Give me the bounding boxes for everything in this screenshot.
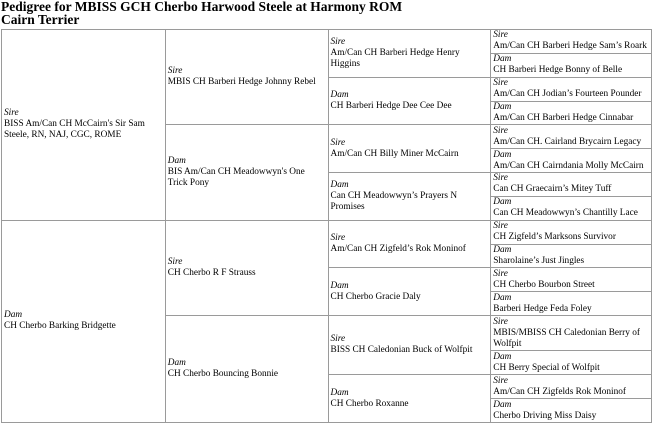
dog-name: CH Barberi Hedge Bonny of Belle	[493, 65, 623, 76]
gen4-cell	[491, 53, 652, 77]
gen3-cell	[328, 268, 491, 316]
gen4-cell	[491, 77, 652, 101]
gen4-cell	[491, 30, 652, 54]
relation-label: Dam	[330, 90, 349, 101]
dog-name: Am/Can CH Barberi Hedge Henry Higgins	[330, 47, 460, 69]
gen3-cell	[328, 173, 491, 221]
dog-name: CH Cherbo Bourbon Street	[493, 279, 595, 290]
dog-name: Am/Can CH Zigfeld’s Rok Moninof	[330, 244, 466, 255]
dog-name: Can CH Meadowwyn’s Prayers N Promises	[330, 190, 458, 212]
dog-name: Barberi Hedge Feda Foley	[493, 303, 592, 314]
gen4-cell	[491, 125, 652, 149]
gen4-cell	[491, 268, 652, 292]
relation-label: Sire	[493, 173, 508, 184]
relation-label: Sire	[493, 375, 508, 386]
dog-name: CH Cherbo Roxanne	[330, 398, 409, 409]
relation-label: Dam	[167, 358, 186, 369]
gen4-cell	[491, 399, 652, 423]
dog-name: Can CH Graecairn’s Mitey Tuff	[493, 184, 612, 195]
dog-name: Am/Can CH Barberi Hedge Cinnabar	[493, 112, 634, 123]
dog-name: BISS Am/Can CH McCairn's Sir Sam Steele, RN, NAJ, CGC, ROME	[4, 119, 145, 141]
relation-label: Dam	[330, 179, 349, 190]
relation-label: Sire	[4, 108, 19, 119]
relation-label: Sire	[493, 268, 508, 279]
relation-label: Sire	[330, 36, 346, 47]
gen2-cell	[165, 220, 328, 315]
gen3-cell	[328, 30, 491, 78]
dog-name: Am/Can CH Zigfelds Rok Moninof	[493, 386, 627, 397]
relation-label: Dam	[330, 387, 349, 398]
dog-name: MBIS/MBISS CH Caledonian Berry of Wolfpit	[493, 327, 640, 349]
gen4-cell	[491, 220, 652, 244]
relation-label: Dam	[493, 351, 512, 362]
gen3-cell	[328, 316, 491, 375]
relation-label: Sire	[330, 137, 346, 148]
gen4-cell	[491, 101, 652, 125]
relation-label: Sire	[167, 256, 183, 267]
relation-label: Dam	[493, 149, 512, 160]
gen4-cell	[491, 244, 652, 268]
dog-name: CH Zigfeld’s Marksons Survivor	[493, 232, 616, 243]
pedigree-table	[1, 29, 652, 423]
relation-label: Dam	[493, 54, 512, 65]
dog-name: Am/Can CH Billy Miner McCairn	[330, 148, 459, 159]
dog-name: Am/Can CH Cairndania Molly McCairn	[493, 160, 644, 171]
dog-name: BIS Am/Can CH Meadowwyn's One Trick Pony	[167, 167, 305, 189]
dog-name: CH Berry Special of Wolfpit	[493, 362, 600, 373]
dog-name: Am/Can CH Jodian’s Fourteen Pounder	[493, 89, 642, 100]
relation-label: Sire	[493, 78, 508, 89]
gen2-cell	[165, 30, 328, 125]
dog-name: CH Cherbo R F Strauss	[167, 267, 256, 278]
gen3-cell	[328, 125, 491, 173]
dog-name: BISS CH Caledonian Buck of Wolfpit	[330, 345, 473, 356]
relation-label: Sire	[493, 125, 508, 136]
relation-label: Sire	[330, 233, 346, 244]
relation-label: Dam	[330, 280, 349, 291]
relation-label: Dam	[4, 310, 23, 321]
gen3-cell	[328, 375, 491, 423]
relation-label: Dam	[493, 245, 512, 256]
gen3-cell	[328, 220, 491, 268]
dog-name: Can CH Meadowwyn’s Chantilly Lace	[493, 208, 638, 219]
dog-name: Cherbo Driving Miss Daisy	[493, 410, 597, 421]
relation-label: Dam	[493, 101, 512, 112]
dog-name: Am/Can CH Barberi Hedge Sam’s Roark	[493, 41, 647, 52]
gen4-cell	[491, 351, 652, 375]
gen4-cell	[491, 292, 652, 316]
gen1-sire-cell	[2, 30, 166, 221]
relation-label: Dam	[167, 156, 186, 167]
relation-label: Sire	[493, 316, 508, 327]
gen3-cell	[328, 77, 491, 125]
gen2-cell	[165, 125, 328, 220]
dog-name: CH Cherbo Barking Bridgette	[4, 321, 116, 332]
relation-label: Dam	[493, 292, 512, 303]
breed-subtitle: Cairn Terrier	[1, 12, 80, 27]
gen2-cell	[165, 316, 328, 423]
relation-label: Sire	[493, 221, 508, 232]
dog-name: Sharolaine’s Just Jingles	[493, 256, 585, 267]
gen4-cell	[491, 316, 652, 351]
dog-name: CH Barberi Hedge Dee Cee Dee	[330, 101, 452, 112]
relation-label: Sire	[493, 30, 508, 41]
gen4-cell	[491, 196, 652, 220]
dog-name: CH Cherbo Bouncing Bonnie	[167, 369, 279, 380]
relation-label: Dam	[493, 197, 512, 208]
gen1-dam-cell	[2, 220, 166, 422]
gen4-cell	[491, 375, 652, 399]
relation-label: Dam	[493, 399, 512, 410]
dog-name: MBIS CH Barberi Hedge Johnny Rebel	[167, 77, 316, 88]
gen4-cell	[491, 173, 652, 197]
dog-name: CH Cherbo Gracie Daly	[330, 291, 421, 302]
relation-label: Sire	[167, 66, 183, 77]
page-title: Pedigree for MBISS GCH Cherbo Harwood Steele at Harmony ROM	[1, 0, 403, 14]
gen4-cell	[491, 149, 652, 173]
relation-label: Sire	[330, 334, 346, 345]
dog-name: Am/Can CH. Cairland Brycairn Legacy	[493, 136, 642, 147]
